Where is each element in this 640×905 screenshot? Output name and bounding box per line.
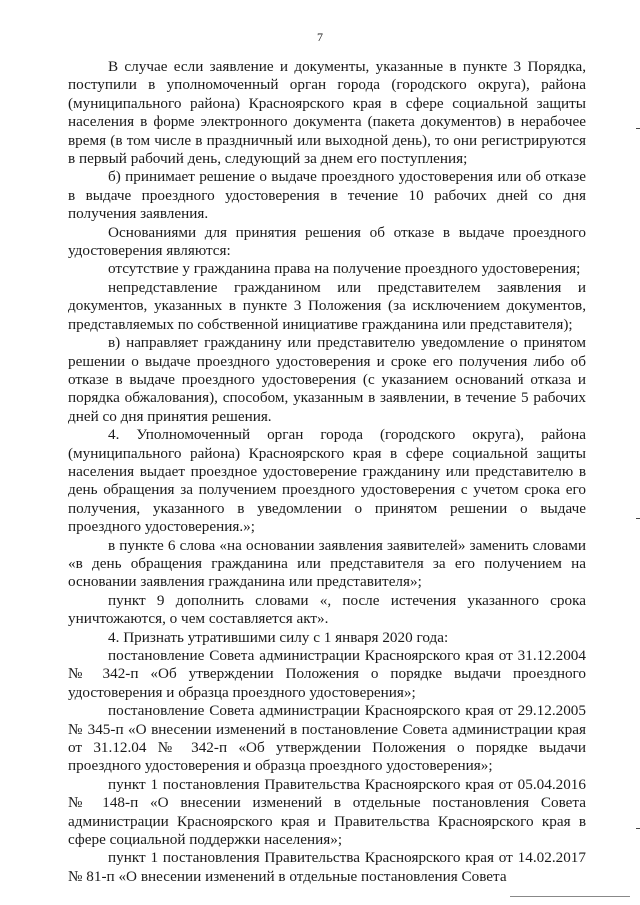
paragraph-item-6-change: в пункте 6 слова «на основании заявления заявителей» заменить словами «в день обращения гражданина или представителя за его получением на основании заявления гражданина или представителя»;	[68, 536, 586, 591]
scan-edge-mark	[636, 518, 640, 519]
paragraph-repeal-2004: постановление Совета администрации Красноярского края от 31.12.2004 № 342-п «Об утверждении Положения о порядке выдачи проездного удостоверения и образца проездного удостоверения»;	[68, 647, 586, 701]
paragraph-notification-v: в) направляет гражданину или представителю уведомление о принятом решении о выдаче проездного удостоверения и сроке его получения либо об отказе в выдаче проездного удостоверения (с указанием оснований отказа и порядка обжалования), способом, указанным в заявлении, в течение 5 рабочих дней со дня принятия решения.	[68, 334, 586, 425]
document-body	[68, 58, 586, 886]
paragraph-electronic-registration: В случае если заявление и документы, указанные в пункте 3 Порядка, поступили в уполномоченный орган города (городского округа), района (муниципального района) Красноярского края в сфере социальной защиты населения в форме электронного документа (пакета документов) в нерабочее время (в том числе в праздничный или выходной день), то они регистрируются в первый рабочий день, следующий за днем его поступления;	[68, 58, 586, 168]
paragraph-repeal-heading: 4. Признать утратившими силу с 1 января 2020 года:	[108, 628, 449, 646]
page-number: 7	[317, 30, 323, 44]
paragraph-item-4-issue: 4. Уполномоченный орган города (городского округа), района (муниципального района) Красноярского края в сфере социальной защиты населения выдает проездное удостоверение гражданину или представителю в день обращения за получением проездного удостоверения с учетом срока его получения, указанного в уведомлении о принятом решении о выдаче проездного удостоверения.»;	[68, 426, 586, 536]
paragraph-repeal-2005: постановление Совета администрации Красноярского края от 29.12.2005 № 345-п «О внесении изменений в постановление Совета администрации края от 31.12.04 № 342-п «Об утверждении Положения о порядке выдачи проездного удостоверения и образца проездного удостоверения»;	[68, 702, 586, 775]
scan-bottom-line	[510, 896, 630, 897]
paragraph-no-right: отсутствие у гражданина права на получение проездного удостоверения;	[108, 260, 581, 278]
paragraph-repeal-2017: пункт 1 постановления Правительства Красноярского края от 14.02.2017 № 81-п «О внесении изменений в отдельные постановления Совета	[68, 849, 586, 885]
paragraph-repeal-2016: пункт 1 постановления Правительства Красноярского края от 05.04.2016 № 148-п «О внесении изменений в отдельные постановления Совета администрации Красноярского края и Правительства Красноярского края в сфере социальной поддержки населения»;	[68, 775, 586, 849]
scan-edge-mark	[636, 828, 640, 829]
scan-edge-mark	[636, 128, 640, 129]
paragraph-item-9-add: пункт 9 дополнить словами «, после истечения указанного срока уничтожаются, о чем составляется акт».	[68, 591, 586, 628]
paragraph-decision-b: б) принимает решение о выдаче проездного удостоверения или об отказе в выдаче проездного удостоверения в течение 10 рабочих дней со дня получения заявления.	[68, 168, 586, 223]
paragraph-no-documents: непредставление гражданином или представителем заявления и документов, указанных в пункте 3 Положения (за исключением документов, представляемых по собственной инициативе гражданина или представителя);	[68, 278, 586, 333]
paragraph-refusal-grounds: Основаниями для принятия решения об отказе в выдаче проездного удостоверения являются:	[68, 223, 586, 260]
